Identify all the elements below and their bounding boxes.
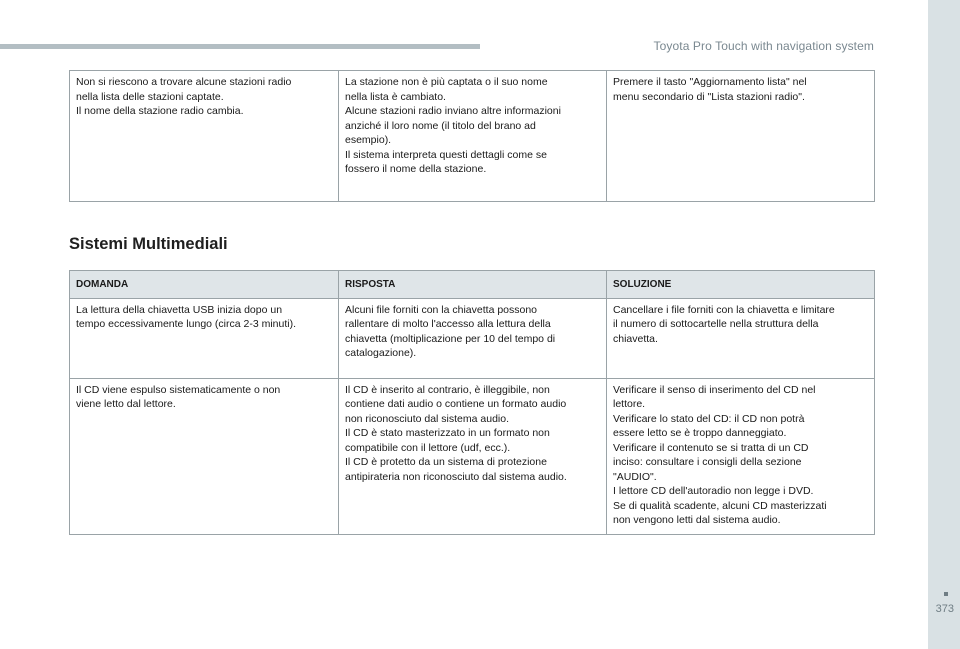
answer-cell — [339, 71, 607, 202]
solution-cell — [607, 298, 875, 378]
table-row — [70, 298, 875, 378]
column-header-answer: RISPOSTA — [339, 271, 607, 299]
question-text: La lettura della chiavetta USB inizia dopo un tempo eccessivamente lungo (circa 2-3 minuti). — [76, 303, 297, 330]
solution-cell — [607, 378, 875, 534]
page-marker — [944, 592, 948, 596]
question-cell — [70, 378, 339, 534]
section-title: Sistemi Multimediali — [69, 235, 228, 253]
answer-cell — [339, 298, 607, 378]
radio-troubleshooting-table — [69, 70, 875, 202]
answer-text: Alcuni file forniti con la chiavetta possono rallentare di molto l'accesso alla lettura della chiavetta (moltiplicazione per 10 del tempo di catalogazione). — [345, 303, 556, 359]
table-header-row — [70, 271, 875, 299]
header-rule — [0, 44, 480, 49]
table-row — [70, 378, 875, 534]
table-row — [70, 71, 875, 202]
answer-cell — [339, 378, 607, 534]
solution-text: Premere il tasto "Aggiornamento lista" nel menu secondario di "Lista stazioni radio". — [613, 76, 807, 103]
solution-cell — [607, 71, 875, 202]
running-header: Toyota Pro Touch with navigation system — [653, 39, 874, 53]
column-header-solution: SOLUZIONE — [607, 271, 875, 299]
solution-text: Verificare il senso di inserimento del CD nel lettore. Verificare lo stato del CD: il CD non potrà essere letto se è troppo danneggiato. Verificare il contenuto se si tratta di un CD inciso: consultare i consigli della sezione "AUDIO". I lettore CD dell'autoradio non legge i DVD. Se di qualità scadente, alcuni CD masterizzati non vengono letti dal sistema audio. — [613, 383, 827, 526]
answer-text: Il CD è inserito al contrario, è illeggibile, non contiene dati audio o contiene un formato audio non riconosciuto dal sistema audio. Il CD è stato masterizzato in un formato non compatibile con il lettore (udf, ecc.). Il CD è protetto da un sistema di protezione antipirateria non riconosciuto dal sistema audio. — [345, 383, 567, 483]
question-cell — [70, 298, 339, 378]
side-margin-band — [928, 0, 960, 649]
answer-text: La stazione non è più captata o il suo nome nella lista è cambiato. Alcune stazioni radio inviano altre informazioni anziché il loro nome (il titolo del brano ad esempio). Il sistema interpreta questi dettagli come se fossero il nome della stazione. — [345, 76, 561, 175]
question-text: Il CD viene espulso sistematicamente o non viene letto dal lettore. — [76, 383, 281, 410]
question-text: Non si riescono a trovare alcune stazioni radio nella lista delle stazioni captate. Il nome della stazione radio cambia. — [76, 76, 292, 117]
question-cell — [70, 71, 339, 202]
solution-text: Cancellare i file forniti con la chiavetta e limitare il numero di sottocartelle nella struttura della chiavetta. — [613, 303, 835, 345]
column-header-question: DOMANDA — [70, 271, 339, 299]
page-number: 373 — [935, 603, 954, 615]
multimedia-troubleshooting-table — [69, 270, 875, 535]
